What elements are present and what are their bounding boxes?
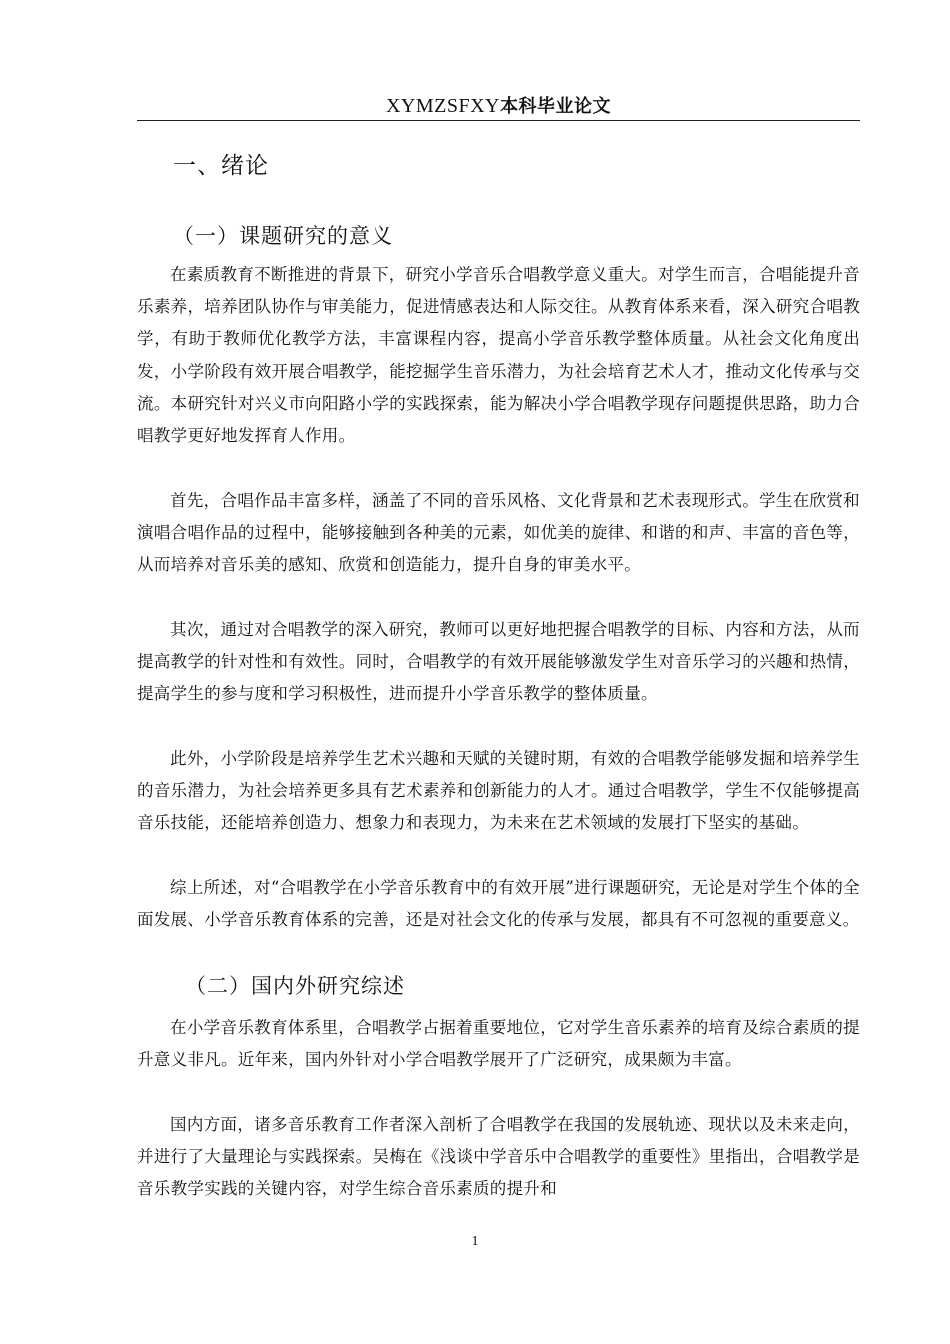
- subsection-title-literature-review: （二）国内外研究综述: [185, 974, 405, 998]
- header-title-line: [386, 93, 611, 117]
- paragraph: 首先，合唱作品丰富多样，涵盖了不同的音乐风格、文化背景和艺术表现形式。学生在欣赏和演唱合唱作品的过程中，能够接触到各种美的元素，如优美的旋律、和谐的和声、丰富的音色等，从而培养对音乐美的感知、欣赏和创造能力，提升自身的审美水平。: [137, 491, 860, 575]
- paragraph: 在素质教育不断推进的背景下，研究小学音乐合唱教学意义重大。对学生而言，合唱能提升音乐素养，培养团队协作与审美能力，促进情感表达和人际交往。从教育体系来看，深入研究合唱教学，有助于教师优化教学方法，丰富课程内容，提高小学音乐教学整体质量。从社会文化角度出发，小学阶段有效开展合唱教学，能挖掘学生音乐潜力，为社会培育艺术人才，推动文化传承与交流。本研究针对兴义市向阳路小学的实践探索，能为解决小学合唱教学现存问题提供思路，助力合唱教学更好地发挥育人作用。: [137, 265, 860, 446]
- subsection-title-significance: （一）课题研究的意义: [173, 224, 393, 248]
- header-code: XYMZSFXY: [385, 95, 501, 117]
- paragraph: 国内方面，诸多音乐教育工作者深入剖析了合唱教学在我国的发展轨迹、现状以及未来走向，并进行了大量理论与实践探索。吴梅在《浅谈中学音乐中合唱教学的重要性》里指出，合唱教学是音乐教学实践的关键内容，对学生综合音乐素质的提升和: [137, 1115, 860, 1199]
- paragraph: 其次，通过对合唱教学的深入研究，教师可以更好地把握合唱教学的目标、内容和方法，从而提高教学的针对性和有效性。同时，合唱教学的有效开展能够激发学生对音乐学习的兴趣和热情，提高学生的参与度和学习积极性，进而提升小学音乐教学的整体质量。: [137, 620, 860, 704]
- paragraph: 在小学音乐教育体系里，合唱教学占据着重要地位，它对学生音乐素养的培育及综合素质的提升意义非凡。近年来，国内外针对小学合唱教学展开了广泛研究，成果颇为丰富。: [137, 1018, 860, 1070]
- page-header: [137, 90, 860, 121]
- paragraph: 此外，小学阶段是培养学生艺术兴趣和天赋的关键时期，有效的合唱教学能够发掘和培养学生的音乐潜力，为社会培养更多具有艺术素养和创新能力的人才。通过合唱教学，学生不仅能够提高音乐技能，还能培养创造力、想象力和表现力，为未来在艺术领域的发展打下坚实的基础。: [137, 749, 860, 833]
- paragraph: 综上所述，对“合唱教学在小学音乐教育中的有效开展”进行课题研究，无论是对学生个体的全面发展、小学音乐教育体系的完善，还是对社会文化的传承与发展，都具有不可忽视的重要意义。: [137, 878, 860, 930]
- section-title: 一、绪论: [173, 153, 269, 179]
- header-title: 本科毕业论文: [500, 96, 612, 117]
- page-number: 1: [471, 1234, 479, 1249]
